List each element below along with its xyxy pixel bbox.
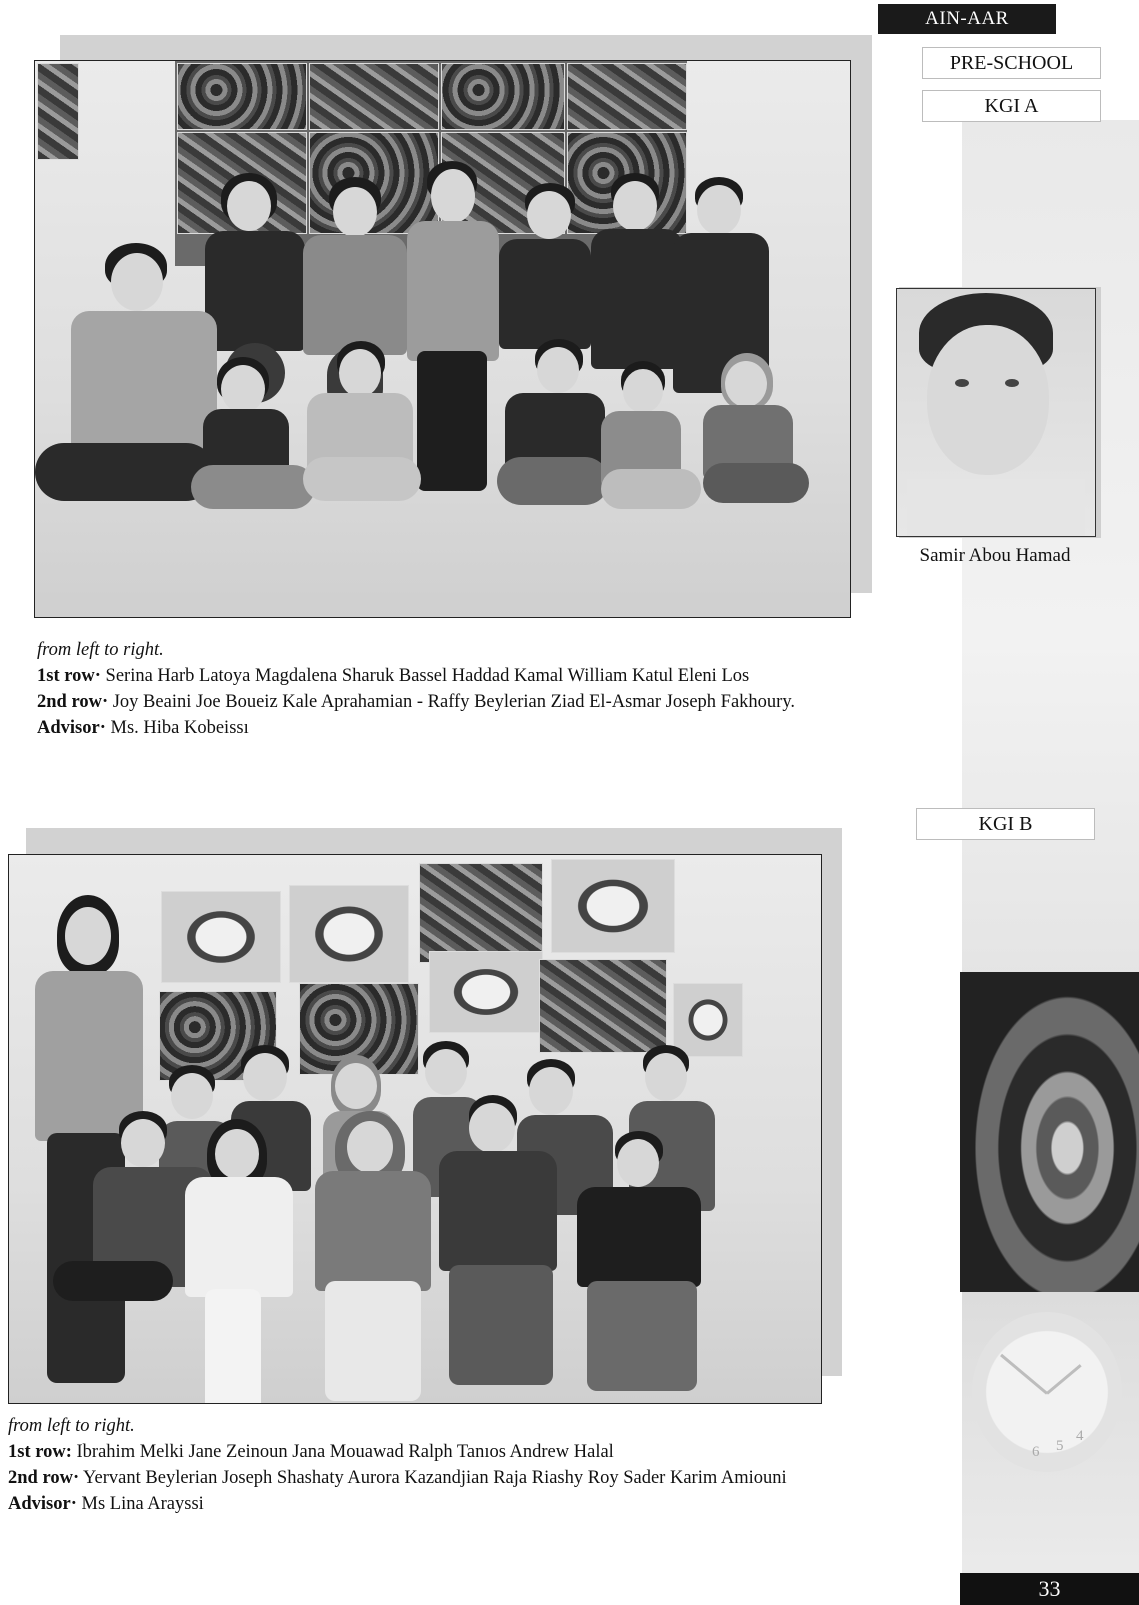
artwork (289, 885, 409, 983)
artwork (539, 959, 667, 1053)
row-label: 1st row: (8, 1442, 72, 1462)
student-portrait (896, 288, 1096, 537)
class-photo-kgi-b (8, 854, 822, 1404)
artwork (161, 891, 281, 983)
clock-face-decor (972, 1312, 1122, 1472)
watch-photo (960, 972, 1139, 1292)
row-names: Ibrahim Melki Jane Zeinoun Jana Mouawad Ralph Tanıos Andrew Halal (71, 1442, 614, 1462)
artwork (177, 63, 307, 130)
caption-row-2 (37, 689, 795, 715)
row-names: Serina Harb Latoya Magdalena Sharuk Bassel Haddad Kamal William Katul Eleni Los (100, 666, 750, 686)
advisor-name: Ms Lina Arayssi (76, 1494, 204, 1514)
portrait-name: Samir Abou Hamad (919, 545, 1071, 566)
row-label: 2nd row· (37, 692, 109, 712)
advisor-name: Ms. Hiba Kobeissı (105, 718, 249, 738)
clock-number: 6 (1032, 1444, 1040, 1460)
section-label: PRE-SCHOOL (922, 47, 1101, 79)
row-names: Joy Beaini Joe Boueiz Kale Aprahamian - Raffy Beylerian Ziad El-Asmar Joseph Fakhoury. (108, 692, 796, 712)
clock-hand (1046, 1364, 1082, 1395)
row-label: 1st row· (37, 666, 101, 686)
artwork (551, 859, 675, 953)
row-names: Yervant Beylerian Joseph Shashaty Aurora Kazandjian Raja Riashy Roy Sader Karim Amiouni (79, 1468, 787, 1488)
clock-number: 4 (1076, 1428, 1084, 1444)
row-label: 2nd row· (8, 1468, 80, 1488)
school-header: AIN-AAR (878, 4, 1056, 34)
caption-advisor (8, 1491, 787, 1517)
clock-hand (1000, 1354, 1048, 1395)
caption-lead: from left to right. (8, 1416, 135, 1436)
caption-row-1 (37, 663, 795, 689)
class-label-kgi-a: KGI A (922, 90, 1101, 122)
caption-kgi-b (8, 1413, 787, 1517)
advisor-label: Advisor· (8, 1494, 77, 1514)
caption-row-2 (8, 1465, 787, 1491)
artwork (441, 63, 565, 130)
advisor-label: Advisor· (37, 718, 106, 738)
class-label-kgi-b: KGI B (916, 808, 1095, 840)
artwork (567, 63, 687, 130)
page-number: 33 (960, 1573, 1139, 1605)
artwork (673, 983, 743, 1057)
artwork (429, 951, 543, 1033)
caption-row-1 (8, 1439, 787, 1465)
caption-advisor (37, 715, 795, 741)
caption-lead: from left to right. (37, 640, 164, 660)
caption-kgi-a (37, 637, 795, 741)
class-photo-kgi-a (34, 60, 851, 618)
artwork (419, 863, 543, 963)
artwork (37, 63, 79, 160)
clock-number: 5 (1056, 1438, 1064, 1454)
artwork (309, 63, 439, 130)
